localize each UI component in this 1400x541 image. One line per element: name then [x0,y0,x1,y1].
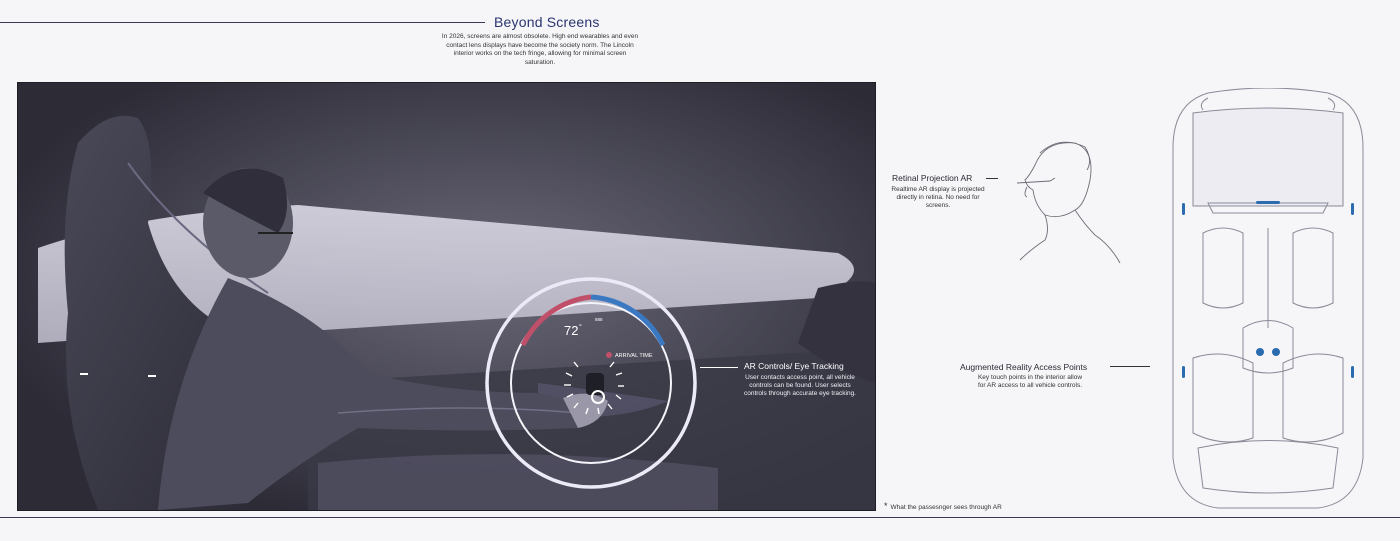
retinal-callout-line [986,178,998,179]
arrival-time-label: ARRIVAL TIME [615,353,653,359]
retinal-projection-title: Retinal Projection AR [892,173,973,183]
top-rule [0,22,485,23]
footnote [884,501,1002,511]
page-title: Beyond Screens [494,14,600,30]
interior-sketch-illustration [18,83,875,510]
retinal-projection-body: Realtime AR display is projected directly in retina. No need for screens. [891,186,985,209]
interior-sketch-scene [17,82,876,511]
car-top-view-plan [1168,88,1368,512]
ar-controls-title: AR Controls/ Eye Tracking [744,361,844,371]
retinal-profile-sketch [1005,135,1130,265]
ar-small-label: 888 [595,317,603,322]
augmented-access-body: Key touch points in the interior allow for AR access to all vehicle controls. [977,374,1083,389]
footnote-mark: * [884,501,888,511]
footnote-text: What the passesnger sees through AR [890,504,1002,511]
intro-text: In 2026, screens are almost obsolete. High end wearables and even contact lens displays have become the society norm. The Lincoln interior works on the tech fringe, allowing for minimal screen saturation. [441,33,639,66]
augmented-callout-line [1110,366,1150,367]
ar-controls-body: User contacts access point, all vehicle controls can be found. User selects controls through accurate eye tracking. [743,374,856,397]
bottom-rule [0,517,1400,518]
ar-temperature: 72 [564,323,579,338]
ar-callout-line [700,367,738,368]
arrival-dot [606,352,612,358]
ar-degree: ° [579,324,582,331]
augmented-access-title: Augmented Reality Access Points [960,362,1088,372]
